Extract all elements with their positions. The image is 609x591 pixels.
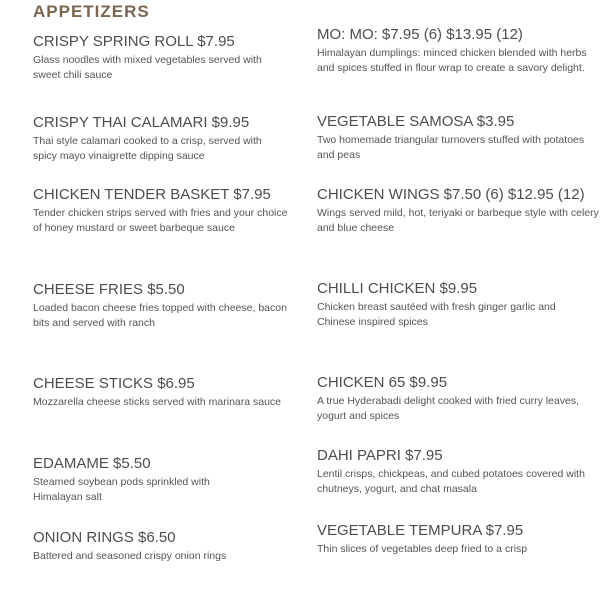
item-name: MO: MO: $7.95 (6) $13.95 (12) [317, 26, 523, 43]
menu-item-edamame [33, 455, 253, 505]
menu-item-vegetable-tempura [317, 522, 592, 557]
menu-item-crispy-thai-calamari [33, 114, 288, 164]
item-name: ONION RINGS $6.50 [33, 529, 176, 546]
item-name: CHICKEN 65 $9.95 [317, 374, 448, 391]
menu-item-onion-rings [33, 529, 288, 564]
item-name: CHICKEN WINGS $7.50 (6) $12.95 (12) [317, 186, 585, 203]
menu-item-vegetable-samosa [317, 113, 592, 163]
menu-item-chilli-chicken [317, 280, 592, 330]
item-description: Tender chicken strips served with fries and your choice of honey mustard or sweet barbeque sauce [33, 207, 288, 234]
item-description: Loaded bacon cheese fries topped with cheese, bacon bits and served with ranch [33, 302, 287, 329]
item-description: Steamed soybean pods sprinkled with Himalayan salt [33, 476, 210, 503]
item-name: CRISPY THAI CALAMARI $9.95 [33, 114, 250, 131]
section-title: APPETIZERS [33, 2, 150, 21]
item-description: Thin slices of vegetables deep fried to a crisp [317, 543, 528, 555]
item-name: DAHI PAPRI $7.95 [317, 447, 443, 464]
item-description: Chicken breast sautéed with fresh ginger garlic and Chinese inspired spices [317, 301, 556, 328]
item-description: Thai style calamari cooked to a crisp, served with spicy mayo vinaigrette dipping sauce [33, 135, 262, 162]
item-description: A true Hyderabadi delight cooked with fried curry leaves, yogurt and spices [317, 395, 580, 422]
menu-item-crispy-spring-roll [33, 33, 288, 83]
item-name: VEGETABLE TEMPURA $7.95 [317, 522, 524, 539]
item-name: CHILLI CHICKEN $9.95 [317, 280, 478, 297]
item-description: Lentil crisps, chickpeas, and cubed potatoes covered with chutneys, yogurt, and chat masala [317, 468, 585, 495]
item-name: CHICKEN TENDER BASKET $7.95 [33, 186, 271, 203]
item-description: Glass noodles with mixed vegetables served with sweet chili sauce [33, 54, 262, 81]
menu-item-mo-mo [317, 26, 592, 76]
menu-item-chicken-tender-basket [33, 186, 298, 236]
item-description: Himalayan dumplings: minced chicken blended with herbs and spices stuffed in flour wrap to create a savory delight. [317, 47, 587, 74]
item-name: EDAMAME $5.50 [33, 455, 151, 472]
menu-item-cheese-fries [33, 281, 288, 331]
menu-item-cheese-sticks [33, 375, 308, 410]
item-description: Wings served mild, hot, teriyaki or barbeque style with celery and blue cheese [317, 207, 599, 234]
menu-item-chicken-wings [317, 186, 602, 236]
item-name: CHEESE FRIES $5.50 [33, 281, 185, 298]
item-name: CHEESE STICKS $6.95 [33, 375, 195, 392]
item-description: Two homemade triangular turnovers stuffed with potatoes and peas [317, 134, 585, 161]
item-name: VEGETABLE SAMOSA $3.95 [317, 113, 515, 130]
menu-item-chicken-65 [317, 374, 592, 424]
menu-item-dahi-papri [317, 447, 592, 497]
item-name: CRISPY SPRING ROLL $7.95 [33, 33, 235, 50]
item-description: Battered and seasoned crispy onion rings [33, 550, 227, 562]
item-description: Mozzarella cheese sticks served with marinara sauce [33, 396, 282, 408]
